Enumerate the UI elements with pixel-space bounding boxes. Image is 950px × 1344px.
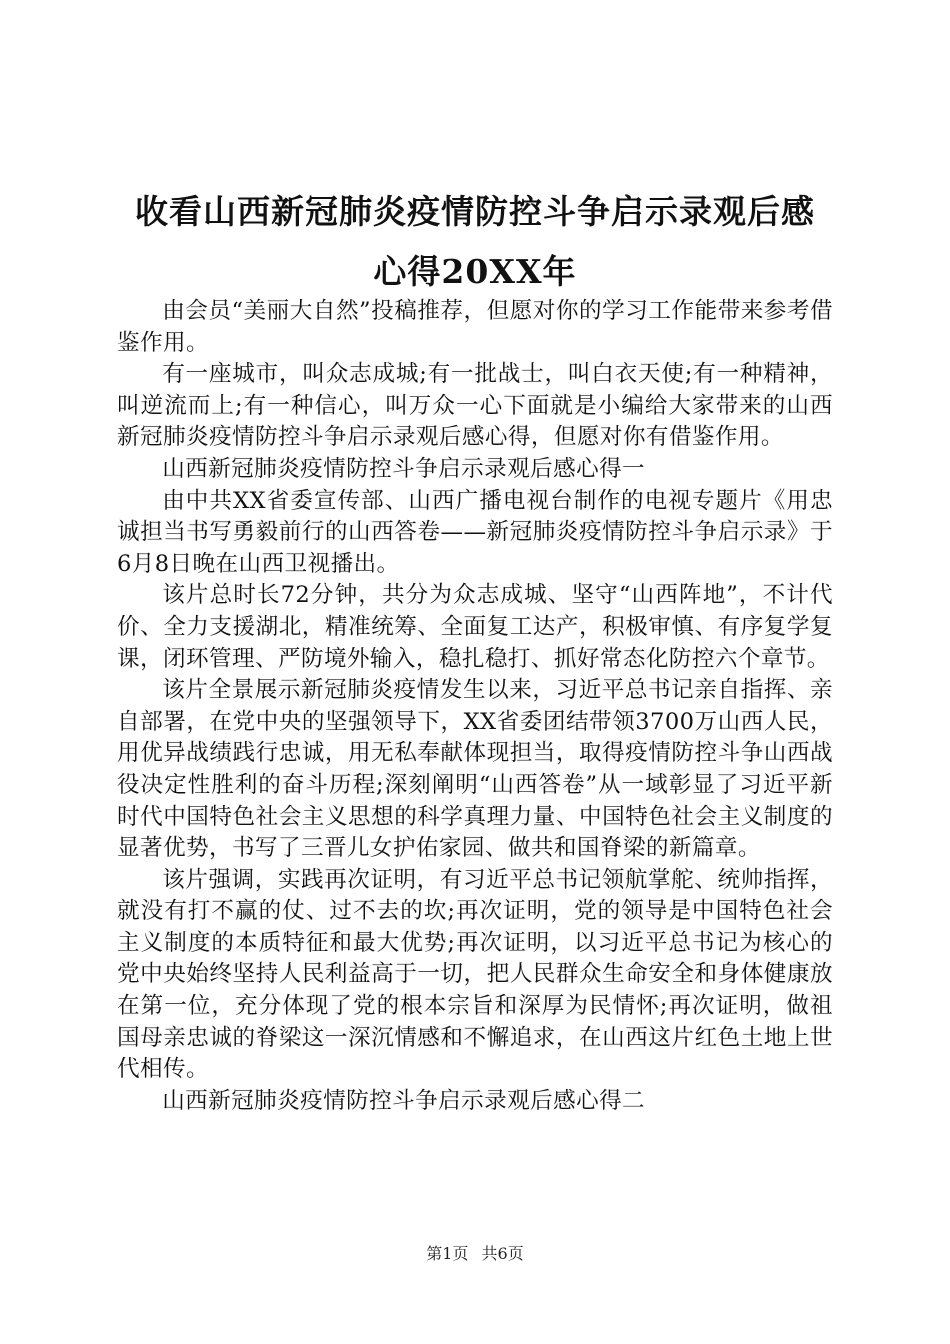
- paragraph-chapters: 该片总时长72分钟，共分为众志成城、坚守“山西阵地”，不计代价、全力支援湖北，精准统筹、全面复工达产，积极审慎、有序复学复课，闭环管理、严防境外输入，稳扎稳打、抓好常态化防控六个章节。: [117, 582, 833, 672]
- document-body: [117, 296, 833, 1117]
- paragraph-lead: 有一座城市，叫众志成城;有一批战士，叫白衣天使;有一种精神，叫逆流而上;有一种信心，叫万众一心下面就是小编给大家带来的山西新冠肺炎疫情防控斗争启示录观后感心得，但愿对你有借鉴作用。: [117, 361, 833, 451]
- paragraph-emphasis: 该片强调，实践再次证明，有习近平总书记领航掌舵、统帅指挥，就没有打不赢的仗、过不去的坎;再次证明，党的领导是中国特色社会主义制度的本质特征和最大优势;再次证明，以习近平总书记为核心的党中央始终坚持人民利益高于一切，把人民群众生命安全和身体健康放在第一位，充分体现了党的根本宗旨和深厚为民情怀;再次证明，做祖国母亲忠诚的脊梁这一深沉情感和不懈追求，在山西这片红色土地上世代相传。: [117, 866, 833, 1083]
- paragraph-overview: 该片全景展示新冠肺炎疫情发生以来，习近平总书记亲自指挥、亲自部署，在党中央的坚强领导下，XX省委团结带领3700万山西人民，用优异战绩践行忠诚，用无私奉献体现担当，取得疫情防控斗争山西战役决定性胜利的奋斗历程;深刻阐明“山西答卷”从一域彰显了习近平新时代中国特色社会主义思想的科学真理力量、中国特色社会主义制度的显著优势，书写了三晋儿女护佑家园、做共和国脊梁的新篇章。: [117, 677, 833, 862]
- paragraph-intro: 由会员“美丽大自然”投稿推荐，但愿对你的学习工作能带来参考借鉴作用。: [117, 298, 833, 356]
- paragraph-production: 由中共XX省委宣传部、山西广播电视台制作的电视专题片《用忠诚担当书写勇毅前行的山西答卷——新冠肺炎疫情防控斗争启示录》于6月8日晚在山西卫视播出。: [117, 487, 833, 577]
- title-line-2: 心得20XX年: [373, 252, 577, 291]
- document-title: [118, 182, 832, 302]
- section-heading-2: 山西新冠肺炎疫情防控斗争启示录观后感心得二: [162, 1087, 646, 1114]
- page-total: 共6页: [481, 1244, 524, 1263]
- page-footer: [0, 1244, 950, 1264]
- page-number: 第1页: [426, 1244, 469, 1263]
- section-heading-1: 山西新冠肺炎疫情防控斗争启示录观后感心得一: [162, 455, 646, 482]
- title-line-1: 收看山西新冠肺炎疫情防控斗争启示录观后感: [135, 192, 815, 231]
